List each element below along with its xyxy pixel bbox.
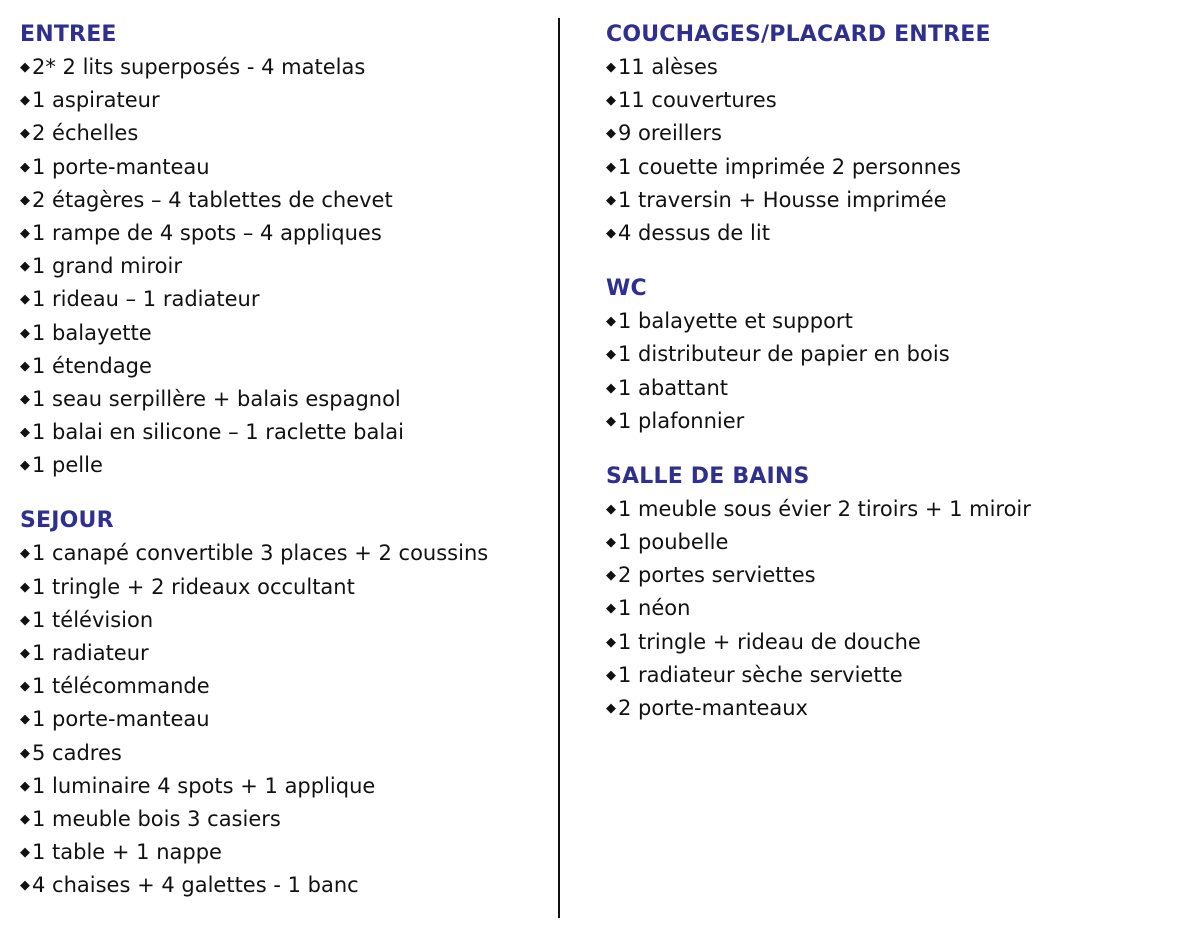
diamond-bullet-icon: ◆	[606, 93, 616, 109]
diamond-bullet-icon: ◆	[20, 159, 30, 175]
diamond-bullet-icon: ◆	[606, 225, 616, 241]
list-item-text: 1 néon	[618, 596, 691, 621]
section-wc	[606, 272, 1186, 438]
section-title: COUCHAGES/PLACARD ENTREE	[606, 22, 991, 47]
section-sejour	[20, 504, 550, 902]
diamond-bullet-icon: ◆	[20, 579, 30, 595]
list-item	[20, 449, 550, 482]
list-item	[20, 836, 550, 869]
diamond-bullet-icon: ◆	[20, 745, 30, 761]
diamond-bullet-icon: ◆	[606, 667, 616, 683]
diamond-bullet-icon: ◆	[20, 646, 30, 661]
section-salle-de-bains	[606, 460, 1186, 725]
list-item	[606, 338, 1186, 371]
diamond-bullet-icon: ◆	[20, 259, 30, 275]
diamond-bullet-icon: ◆	[20, 778, 30, 794]
diamond-bullet-icon: ◆	[20, 845, 30, 861]
list-item	[606, 626, 1186, 659]
diamond-bullet-icon: ◆	[20, 458, 30, 474]
list-item-text: 1 meuble sous évier 2 tiroirs + 1 miroir	[618, 496, 1031, 521]
list-item	[20, 803, 550, 836]
list-item-text: 4 chaises + 4 galettes - 1 banc	[32, 873, 359, 898]
list-item-text: 1 table + 1 nappe	[32, 840, 222, 865]
diamond-bullet-icon: ◆	[606, 314, 616, 330]
list-item	[20, 737, 550, 770]
list-item	[606, 372, 1186, 405]
list-item-text: 2 étagères – 4 tablettes de chevet	[32, 187, 393, 212]
list-item	[606, 405, 1186, 438]
inventory-left-column	[20, 18, 550, 925]
diamond-bullet-icon: ◆	[20, 878, 30, 894]
diamond-bullet-icon: ◆	[20, 325, 30, 341]
list-item	[20, 217, 550, 250]
list-item-text: 1 luminaire 4 spots + 1 applique	[32, 773, 376, 798]
list-item-text: 4 dessus de lit	[618, 220, 770, 245]
list-item	[606, 305, 1186, 338]
list-item-text: 1 tringle + rideau de douche	[618, 629, 921, 654]
list-item-text: 1 grand miroir	[32, 254, 182, 279]
section-title: WC	[606, 276, 647, 302]
list-item	[606, 151, 1186, 184]
diamond-bullet-icon: ◆	[606, 347, 616, 363]
list-item	[20, 703, 550, 736]
diamond-bullet-icon: ◆	[20, 811, 30, 827]
list-item-text: 1 télévision	[32, 607, 154, 632]
diamond-bullet-icon: ◆	[20, 679, 30, 695]
section-title: SALLE DE BAINS	[606, 463, 810, 489]
list-item-text: 2* 2 lits superposés - 4 matelas	[32, 55, 366, 79]
diamond-bullet-icon: ◆	[606, 159, 616, 175]
section-couchages-placard-entree	[606, 18, 1186, 250]
list-item-text: 1 rideau – 1 radiateur	[32, 287, 260, 312]
diamond-bullet-icon: ◆	[606, 126, 616, 142]
list-item	[20, 350, 550, 383]
diamond-bullet-icon: ◆	[606, 634, 616, 650]
diamond-bullet-icon: ◆	[606, 601, 616, 617]
list-item-text: 2 portes serviettes	[618, 563, 816, 588]
list-item-text: 1 couette imprimée 2 personnes	[618, 154, 961, 179]
list-item-text: 2 échelles	[32, 121, 139, 146]
list-item	[606, 692, 1186, 725]
diamond-bullet-icon: ◆	[20, 712, 30, 728]
diamond-bullet-icon: ◆	[20, 546, 30, 562]
list-item-text: 1 rampe de 4 spots – 4 appliques	[32, 220, 382, 245]
list-item	[20, 117, 550, 150]
list-item-text: 1 porte-manteau	[32, 154, 210, 179]
list-item-text: 1 balai en silicone – 1 raclette balai	[32, 420, 404, 445]
list-item	[606, 659, 1186, 692]
list-item	[606, 559, 1186, 592]
list-item-text: 1 pelle	[32, 453, 103, 478]
section-title: ENTREE	[20, 22, 117, 47]
list-item-text: 1 poubelle	[618, 530, 729, 555]
list-item-text: 2 porte-manteaux	[618, 696, 808, 720]
section-title: SEJOUR	[20, 508, 114, 534]
diamond-bullet-icon: ◆	[20, 93, 30, 109]
list-item	[606, 592, 1186, 625]
list-item-text: 1 étendage	[32, 353, 152, 378]
list-item-text: 11 couvertures	[618, 88, 777, 113]
list-item	[20, 84, 550, 117]
list-item	[606, 84, 1186, 117]
diamond-bullet-icon: ◆	[606, 535, 616, 551]
list-item	[20, 670, 550, 703]
diamond-bullet-icon: ◆	[20, 391, 30, 407]
list-item	[20, 383, 550, 416]
list-item	[20, 184, 550, 217]
list-item-text: 1 seau serpillère + balais espagnol	[32, 386, 401, 411]
diamond-bullet-icon: ◆	[606, 568, 616, 584]
diamond-bullet-icon: ◆	[606, 60, 616, 75]
section-entree	[20, 18, 550, 482]
list-item-text: 1 plafonnier	[618, 408, 745, 433]
list-item-text: 1 tringle + 2 rideaux occultant	[32, 574, 355, 599]
diamond-bullet-icon: ◆	[20, 192, 30, 208]
list-item-text: 1 abattant	[618, 375, 728, 400]
list-item	[20, 317, 550, 350]
list-item-text: 1 balayette et support	[618, 309, 853, 334]
list-item	[20, 869, 550, 902]
list-item	[606, 117, 1186, 150]
list-item	[20, 604, 550, 637]
diamond-bullet-icon: ◆	[606, 380, 616, 396]
list-item-text: 1 aspirateur	[32, 88, 160, 113]
list-item-text: 1 télécommande	[32, 674, 210, 699]
list-item-text: 5 cadres	[32, 740, 122, 765]
list-item	[606, 184, 1186, 217]
diamond-bullet-icon: ◆	[20, 292, 30, 308]
diamond-bullet-icon: ◆	[606, 701, 616, 716]
list-item-text: 1 radiateur	[32, 641, 149, 665]
column-divider	[558, 18, 560, 918]
list-item	[20, 571, 550, 604]
diamond-bullet-icon: ◆	[20, 60, 30, 75]
list-item-text: 1 balayette	[32, 320, 152, 345]
diamond-bullet-icon: ◆	[20, 425, 30, 441]
list-item	[606, 51, 1186, 84]
list-item	[20, 283, 550, 316]
list-item	[20, 250, 550, 283]
list-item	[20, 51, 550, 84]
list-item-text: 1 canapé convertible 3 places + 2 coussins	[32, 541, 489, 566]
list-item	[20, 416, 550, 449]
list-item-text: 1 radiateur sèche serviette	[618, 662, 903, 687]
list-item-text: 9 oreillers	[618, 121, 722, 146]
list-item	[20, 770, 550, 803]
list-item-text: 1 traversin + Housse imprimée	[618, 187, 947, 212]
diamond-bullet-icon: ◆	[20, 358, 30, 374]
diamond-bullet-icon: ◆	[606, 413, 616, 429]
list-item	[606, 493, 1186, 526]
list-item-text: 1 porte-manteau	[32, 707, 210, 732]
list-item	[20, 637, 550, 670]
inventory-right-column	[606, 18, 1186, 747]
list-item-text: 1 meuble bois 3 casiers	[32, 806, 281, 831]
list-item	[20, 537, 550, 570]
diamond-bullet-icon: ◆	[606, 192, 616, 208]
diamond-bullet-icon: ◆	[20, 126, 30, 142]
diamond-bullet-icon: ◆	[606, 501, 616, 517]
list-item-text: 11 alèses	[618, 55, 718, 79]
list-item-text: 1 distributeur de papier en bois	[618, 342, 950, 367]
list-item	[606, 526, 1186, 559]
diamond-bullet-icon: ◆	[20, 612, 30, 628]
list-item	[20, 151, 550, 184]
diamond-bullet-icon: ◆	[20, 225, 30, 241]
list-item	[606, 217, 1186, 250]
